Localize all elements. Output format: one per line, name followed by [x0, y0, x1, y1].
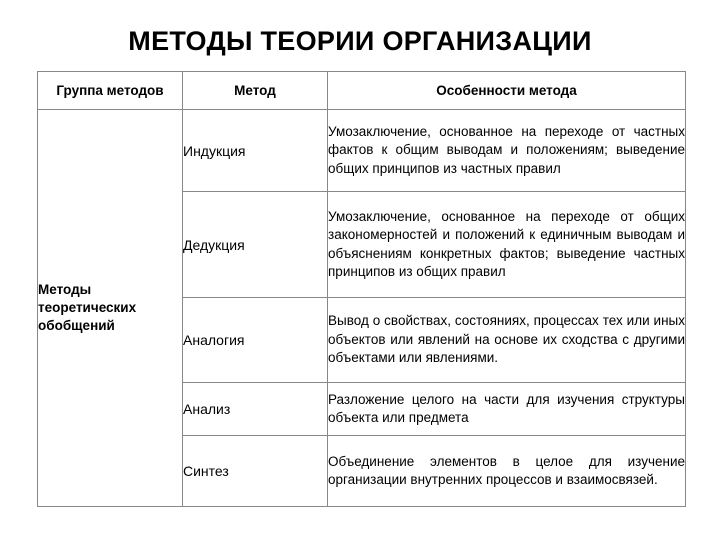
methods-table [37, 71, 686, 507]
method-name: Дедукция [183, 192, 328, 298]
table-header-row [38, 72, 686, 110]
header-method: Метод [183, 72, 328, 110]
table-row [38, 110, 686, 192]
method-description: Вывод о свойствах, состояниях, процессах тех или иных объектов или явлений на основе их сходства с другими объектами или явлениями. [328, 298, 686, 383]
method-description: Умозаключение, основанное на переходе от общих закономерностей и положений к единичным выводам и объяснениям конкретных фактов; выведение частных принципов из общих правил [328, 192, 686, 298]
method-description: Разложение целого на части для изучения структуры объекта или предмета [328, 383, 686, 436]
header-features: Особенности метода [328, 72, 686, 110]
method-description: Умозаключение, основанное на переходе от частных фактов к общим выводам и положениям; выведение общих принципов из частных правил [328, 110, 686, 192]
header-group: Группа методов [38, 72, 183, 110]
method-description: Объединение элементов в целое для изучение организации внутренних процессов и взаимосвязей. [328, 436, 686, 507]
method-group-cell: Методы теоретических обобщений [38, 110, 183, 507]
page-title: МЕТОДЫ ТЕОРИИ ОРГАНИЗАЦИИ [128, 26, 592, 56]
method-name: Индукция [183, 110, 328, 192]
method-name: Анализ [183, 383, 328, 436]
method-name: Аналогия [183, 298, 328, 383]
method-name: Синтез [183, 436, 328, 507]
